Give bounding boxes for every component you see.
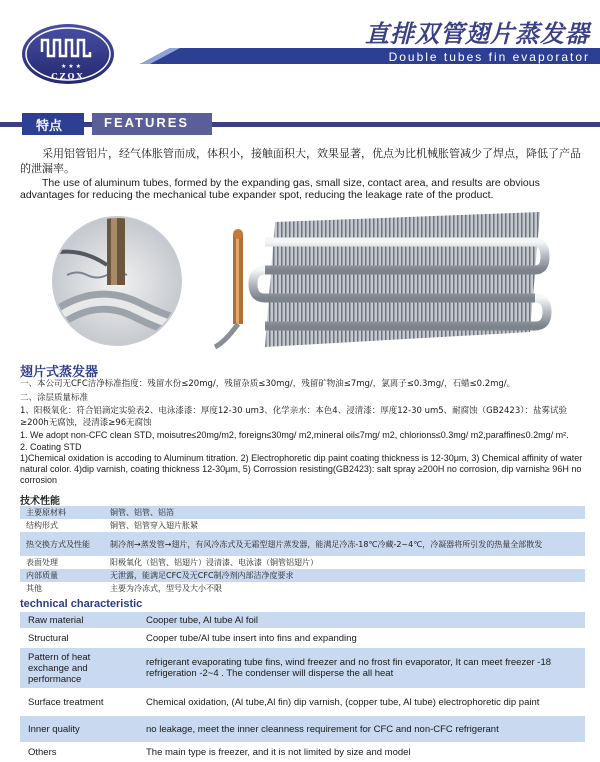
row-value: 铜管、铝管、铝箔 xyxy=(110,508,174,517)
standard-en-1: 1. We adopt non-CFC clean STD, moisutre≤20mg/m2, foreign≤30mg/ m2,mineral oil≤7mg/ m2, chlorions≤0.3mg/ m2,paraffine≤0.2mg/ m². xyxy=(20,430,569,440)
row-value: no leakage, meet the inner cleanness requirement for CFC and non-CFC refrigerant xyxy=(146,723,499,735)
row-key: Structural xyxy=(28,632,69,644)
section-fin-evaporator: 翅片式蒸发器 xyxy=(20,365,99,380)
row-key: 主要原材料 xyxy=(26,508,66,517)
row-key: Inner quality xyxy=(28,723,80,735)
row-value: refrigerant evaporating tube fins, wind freezer and no frost fin evaporator, It can meet freezer -18 refrigeration -2~4 . The condenser will disperse the all heat xyxy=(146,657,552,679)
tech-title-cn: 技术性能 xyxy=(20,496,60,507)
standard-cn-3: 1、阳极氧化：符合铝滴定实验表2、电泳漆漆：厚度12-30 um3、化学亲水：本色4、浸清漆：厚度12-30 um5、耐腐蚀（GB2423）：盐雾试验≥200h无腐蚀，浸清漆≥96无腐蚀 xyxy=(20,406,567,428)
table-row xyxy=(20,506,585,519)
tech-table-en xyxy=(20,612,585,762)
table-row xyxy=(20,742,585,762)
intro-en: The use of aluminum tubes, formed by the expanding gas, small size, contact area, and results are obvious advantages for reducing the mechanical tube expander spot, reducing the leakage rate of the product. xyxy=(20,177,540,201)
tech-title-en: technical characteristic xyxy=(20,598,143,610)
table-row xyxy=(20,532,585,556)
standard-cn-1: 一、本公司无CFC洁净标准指度：残留水份≤20mg/，残留杂质≤30mg/，残留矿物油≤7mg/，氯离子≤0.3mg/，石蜡≤0.2mg/。 xyxy=(20,379,516,389)
company-logo xyxy=(20,22,116,86)
row-key: 结构形式 xyxy=(26,521,58,530)
row-value: The main type is freezer, and it is not limited by size and model xyxy=(146,746,411,758)
table-row xyxy=(20,688,585,716)
standard-en-2: 2. Coating STD xyxy=(20,442,82,452)
features-label-cn: 特点 xyxy=(36,119,63,134)
table-row xyxy=(20,716,585,742)
row-value: 阳极氧化（铝管、铝翅片）浸清漆、电泳漆（铜管铝翅片） xyxy=(110,558,318,567)
svg-text:★ ★ ★: ★ ★ ★ xyxy=(61,63,81,70)
logo-text: CZQX xyxy=(51,71,85,81)
page-title: 直排双管翅片蒸发器 xyxy=(365,19,590,48)
table-row xyxy=(20,569,585,582)
row-value: Cooper tube/Al tube insert into fins and expanding xyxy=(146,632,357,644)
row-value: 主要为冷冻式，型号及大小不限 xyxy=(110,584,222,593)
features-label-en: FEATURES xyxy=(104,115,190,130)
table-row xyxy=(20,648,585,688)
table-row xyxy=(20,582,585,595)
row-value: Cooper tube, Al tube Al foil xyxy=(146,614,258,626)
table-row xyxy=(20,628,585,648)
intro-cn: 采用铝管铝片，经气体胀管而成，体积小，接触面积大，效果显著，优点为比机械胀管减少了焊点，降低了产品的泄漏率。 xyxy=(20,147,581,175)
row-key: 其他 xyxy=(26,584,42,593)
row-key: 内部质量 xyxy=(26,571,58,580)
tech-table-cn xyxy=(20,506,585,595)
row-key: Raw material xyxy=(28,614,84,626)
row-key: Pattern of heat exchange and performance xyxy=(28,651,91,685)
row-value: Chemical oxidation, (Al tube,Al fin) dip varnish, (copper tube, Al tube) electrophoretic dip paint xyxy=(146,696,540,708)
row-key: 热交换方式及性能 xyxy=(26,539,90,549)
standard-en-3: 1)Chemical oxidation is accoding to Aluminum titration. 2) Electrophoretic dip paint coating thickness is 12-30μm, 3) Chemical affinity of water natural color. 4)dip varnish, coating thickness 12-30μm, 5) Corrossion resisting(GB2423): salt spray ≥200H no corrosion, dip varnish≥ 96H no corrosion xyxy=(20,453,583,485)
table-row xyxy=(20,556,585,569)
row-key: Others xyxy=(28,746,57,758)
table-row xyxy=(20,612,585,628)
fin-evaporator-photo xyxy=(205,212,555,357)
row-value: 制冷剂→蒸发管→翅片，有风冷冻式及无霜型翅片蒸发器，能满足冷冻-18℃冷藏-2~4℃，冷凝器将所引发的热量全部散发 xyxy=(110,539,543,549)
table-row xyxy=(20,519,585,532)
row-value: 铜管、铝管穿入翅片胀紧 xyxy=(110,521,198,530)
features-bar xyxy=(0,113,600,135)
tube-closeup-photo xyxy=(47,215,187,350)
row-value: 无泄露，能满足CFC及无CFC制冷剂内部洁净度要求 xyxy=(110,571,294,580)
row-key: Surface treatment xyxy=(28,696,104,708)
page-subtitle: Double tubes fin evaporator xyxy=(388,50,590,64)
standard-cn-2: 二、涂层质量标准 xyxy=(20,393,89,403)
row-key: 表面处理 xyxy=(26,558,58,567)
